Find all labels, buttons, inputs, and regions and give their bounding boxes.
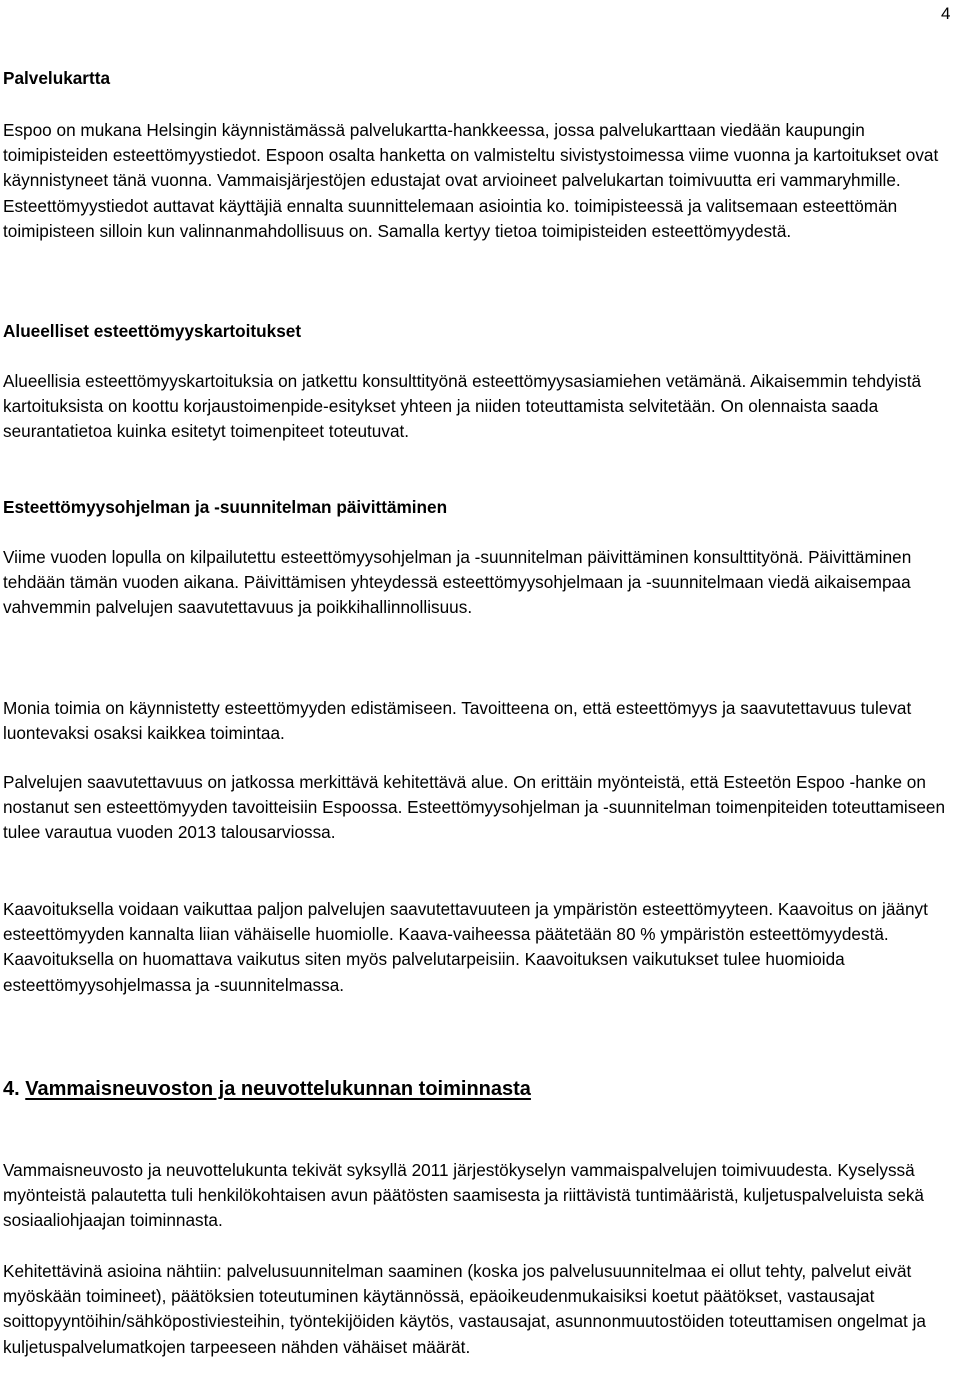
- heading-esteettomyysohjelma: Esteettömyysohjelman ja -suunnitelman päivittäminen: [3, 497, 448, 517]
- section-number: 4.: [3, 1078, 20, 1100]
- page-number: 4: [941, 4, 951, 23]
- paragraph-palvelujen-saavutettavuus: Palvelujen saavutettavuus on jatkossa merkittävä kehitettävä alue. On erittäin myönteistä, että Esteetön Espoo -hanke on nostanut sen esteettömyyden tavoitteisiin Espoossa. Esteettömyysohjelman ja -suunnitelman toimenpiteiden toteuttamiseen tulee varautua vuoden 2013 talousarviossa.: [3, 772, 946, 843]
- section-heading-vammaisneuvosto: [3, 1076, 955, 1102]
- paragraph-jarjestokysely: Vammaisneuvosto ja neuvottelukunta tekivät syksyllä 2011 järjestökyselyn vammaispalvelujen toimivuudesta. Kyselyssä myönteistä palautetta tuli henkilökohtaisen avun päätösten saamisesta ja riittävistä tuntimääristä, kuljetuspalveluista sekä sosiaaliohjaajan toiminnasta.: [3, 1160, 924, 1231]
- heading-alueelliset: Alueelliset esteettömyyskartoitukset: [3, 321, 302, 341]
- heading-palvelukartta: Palvelukartta: [3, 68, 111, 88]
- paragraph-alueelliset: Alueellisia esteettömyyskartoituksia on jatkettu konsulttityönä esteettömyysasiamiehen vetämänä. Aikaisemmin tehdyistä kartoituksista on koottu korjaustoimenpide-esitykset yhteen ja niiden toteuttamista selvitetään. On olennaista saada seurantatietoa kuinka esitetyt toimenpiteet toteutuvat.: [3, 371, 922, 442]
- paragraph-kehitettavat: Kehitettävinä asioina nähtiin: palvelusuunnitelman saaminen (koska jos palvelusuunnitelmaa ei ollut tehty, palvelut eivät myöskään toimineet), päätöksien toteutuminen käytännössä, epäoikeudenmukaisiksi koetut päätökset, vastausajat soittopyyntöihin/sähköpostiviesteihin, työntekijöiden käytös, vastausajat, asunnonmuutostöiden toteuttamisen ongelmat ja kuljetuspalvelumatkojen tarpeeseen nähden vähäiset määrät.: [3, 1261, 926, 1357]
- section-title: Vammaisneuvoston ja neuvottelukunnan toiminnasta: [25, 1078, 531, 1100]
- paragraph-monia-toimia: Monia toimia on käynnistetty esteettömyyden edistämiseen. Tavoitteena on, että esteettömyys ja saavutettavuus tulevat luontevaksi osaksi kaikkea toimintaa.: [3, 698, 912, 744]
- paragraph-esteettomyysohjelma: Viime vuoden lopulla on kilpailutettu esteettömyysohjelman ja -suunnitelman päivittäminen konsulttityönä. Päivittäminen tehdään tämän vuoden aikana. Päivittämisen yhteydessä esteettömyysohjelmaan ja -suunnitelmaan viedä aikaisempaa vahvemmin palvelujen saavutettavuus ja poikkihallinnollisuus.: [3, 547, 912, 618]
- paragraph-kaavoitus: Kaavoituksella voidaan vaikuttaa paljon palvelujen saavutettavuuteen ja ympäristön esteettömyyteen. Kaavoitus on jäänyt esteettömyyden kannalta liian vähäiselle huomiolle. Kaava-vaiheessa päätetään 80 % ympäristön esteettömyydestä. Kaavoituksella on huomattava vaikutus siten myös palvelutarpeisiin. Kaavoituksen vaikutukset tulee huomioida esteettömyysohjelmassa ja -suunnitelmassa.: [3, 899, 928, 995]
- paragraph-palvelukartta: Espoo on mukana Helsingin käynnistämässä palvelukartta-hankkeessa, jossa palvelukarttaan viedään kaupungin toimipisteiden esteettömyystiedot. Espoon osalta hanketta on valmisteltu sivistystoimessa viime vuonna ja kartoitukset ovat käynnistyneet tänä vuonna. Vammaisjärjestöjen edustajat ovat arvioineet palvelukartan toimivuutta eri vammaryhmille. Esteettömyystiedot auttavat käyttäjiä ennalta suunnittelemaan asiointia ko. toimipisteessä ja valitsemaan esteettömän toimipisteen silloin kun valinnanmahdollisuus on. Samalla kertyy tietoa toimipisteiden esteettömyydestä.: [3, 120, 939, 241]
